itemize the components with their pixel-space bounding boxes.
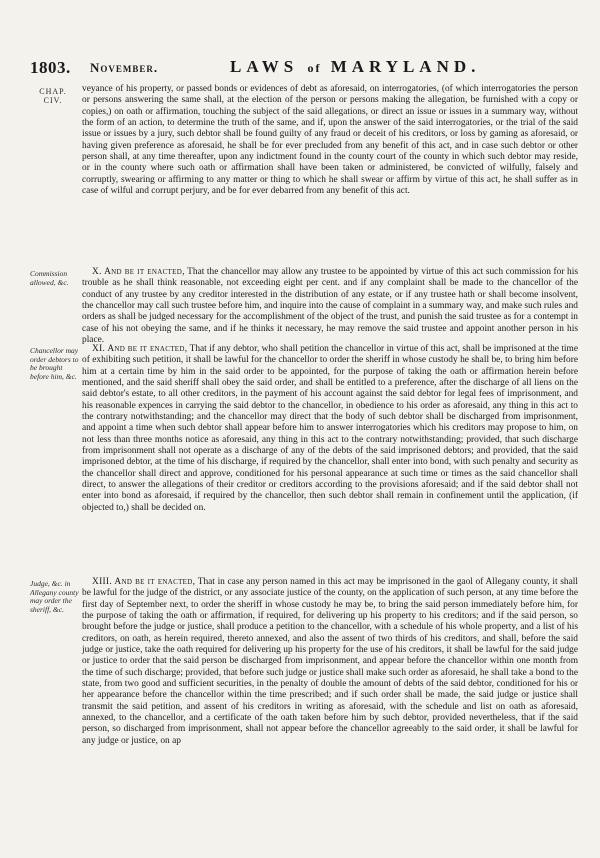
section-xi-text: That if any debtor, who shall petition the chancellor in virtue of this act, shall be imprisoned at the time of exhibiting such petition, it shall be lawful for the chancellor to order the sheriff in whose custody he shall be, to bring him before him at a certain time by him in the said order to be appointed, for the purpose of taking the oath or affirmation herein before mentioned, and the said sheriff shall obey the said order, and shall be entitled to a preference, after the discharge of all liens on the said debtor's estate, to all other creditors, in the payment of his account against the said debtor for legal fees of imprisonment, and his reasonable expences in carrying the said debtor to the chancellor, in obedience to his order as aforesaid, any thing in this act to the contrary notwithstanding; and the chancellor may direct that the body of such debtor shall be discharged from imprisonment, and appoint a time when such debtor shall appear before him to answer interrogatories which his creditors may propose to him, on not less than three months notice as aforesaid, any thing in this act to the contrary notwithstanding; provided, that such discharge from imprisonment shall not operate as a discharge of any of the debts of the said imprisoned debtors; and provided, that the said imprisoned debtor, at the time of his discharge, if required by the chancellor, shall enter into bond, with such penalty and security as the chancellor shall direct and approve, conditioned for his personal appearance at such time or times as the said chancellor shall direct, to answer the allegations of their creditor or creditors according to the provisions aforesaid; and if the said debtor shall not enter into bond as aforesaid, if required by the chancellor, then such debtor shall remain in confinement until the application, (if objected to,) shall be decided on.: [82, 344, 578, 513]
intro-text: veyance of his property, or passed bonds or evidences of debt as aforesaid, on interrogatories, (of which interrogatories the person or persons answering the same shall, at the election of the person or persons making the allegation, be furnished with a copy or copies,) on oath or affirmation, touching the subject of the said allegations, or direct an issue or issues in a summary way, without the form of an action, to determine the truth of the same, and if, upon the answer of the said interrogatories, or the trial of the said issue or issues by a jury, such debtor shall be found guilty of any fraud or deceit of his creditors, or loss by gaming as aforesaid, or having given preference as aforesaid, he shall be for ever precluded from any benefit of this act, and in case such debtor or other person shall, at any time thereafter, upon any indictment found in the county court of the county in which such debtor may reside, or in the county where such oath or affirmation shall have been taken or administered, be convicted of wilfully, falsely and corruptly, swearing or affirming to any matter or thing to which he shall swear or affirm by virtue of this act, he shall suffer as in case of wilful and corrupt perjury, and be for ever debarred from any benefit of this act.: [82, 84, 578, 197]
page-title: [230, 57, 480, 77]
margin-chapter: [34, 88, 72, 105]
margin-note-x: Commission allowed, &c.: [30, 269, 69, 287]
margin-note-xiii: Judge, &c. in Allegany county may order the sheriff, &c.: [30, 579, 79, 614]
section-xi: [82, 344, 578, 514]
section-xiii-text: That in case any person named in this act may be imprisoned in the gaol of Allegany county, it shall be lawful for the judge of the district, or any associate justice of the county, on the application of such person, at any time before the first day of September next, to order the sheriff in whose custody he may be, to bring the said person immediately before him, for the purpose of taking the oath or affirmation, if required, for delivering up his property to his creditors; and if the said person, so brought before the judge or justice, shall produce a petition to the chancellor, with a schedule of his whole property, and a list of his creditors, on oath, as herein required, thereto annexed, and also the assent of two thirds of his creditors, and shall, before the said judge or justice, take the oath required for delivering up his property for the use of his creditors, it shall be lawful for the said judge or justice to order that the said person be discharged from imprisonment, and appear before the chancellor within one month from the time of such discharge; provided, that before such judge or justice shall make such order as aforesaid, he shall take a bond to the state, from two good and sufficient securities, in the penalty of double the amount of debts of the said debtor, conditioned for his or her appearance before the chancellor within the time prescribed; and if such order shall be made, the said judge or justice shall transmit the said petition, and assent of his creditors in writing as aforesaid, with the schedule and list on oath as aforesaid, annexed, to the chancellor, and a certificate of the oath taken before him by such debtor, provided nevertheless, that if the said person, so discharged from imprisonment, shall not appear before the chancellor agreeably to the said order, it shall be lawful for any judge or justice, on ap: [82, 577, 578, 746]
section-xiii: [82, 577, 578, 747]
title-state: MARYLAND.: [330, 57, 481, 76]
section-x-text: That the chancellor may allow any trustee to be appointed by virtue of this act such commission for his trouble as he shall think reasonable, not exceeding eight per cent. and if any complaint shall be made to the chancellor of the conduct of any trustee by any creditor interested in the distribution of any estate, or if any trustee hath or shall become insolvent, the chancellor may call such trustee before him, and inquire into the cause of complaint in a summary way, and make such rules and orders as shall be judged necessary for the accomplishment of the object of the trust, and punish the said trustee as for a contempt in case of his not obeying the same, and if he thinks it necessary, he may remove the said trustee and appoint another person in his place.: [82, 267, 579, 346]
page-header: [30, 58, 558, 78]
section-xiii-heading: XIII. And be it enacted,: [92, 577, 196, 587]
title-of: of: [307, 61, 322, 75]
page-year: 1803.: [30, 58, 71, 77]
margin-chap-number: CIV.: [43, 95, 63, 105]
page-month: November.: [90, 60, 159, 75]
section-xi-heading: XI. And be it enacted,: [92, 344, 188, 354]
section-x-heading: X. And be it enacted,: [92, 267, 185, 277]
margin-chap-label: CHAP.: [39, 87, 67, 96]
section-intro: [82, 84, 578, 197]
title-laws: LAWS: [230, 57, 299, 76]
margin-note-xi: Chancellor may order debtors to be brought before him, &c.: [30, 346, 79, 381]
section-x: [82, 267, 578, 346]
